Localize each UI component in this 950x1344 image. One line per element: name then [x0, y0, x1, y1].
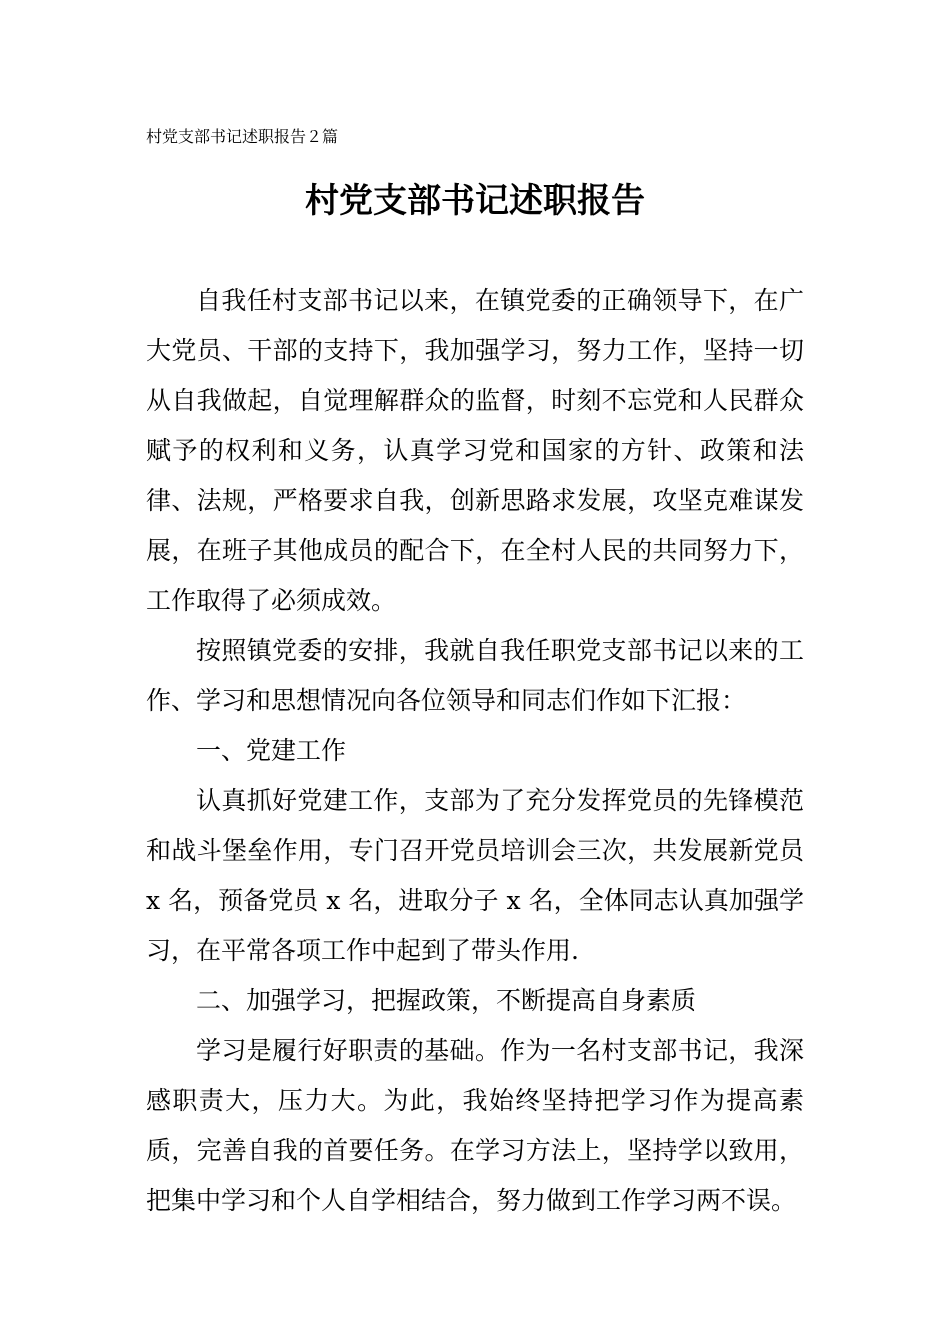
paragraph-study: 学习是履行好职责的基础。作为一名村支部书记，我深感职责大，压力大。为此，我始终坚持把学习作为提高素质，完善自我的首要任务。在学习方法上，坚持学以致用，把集中学习和个人自学相结合，努力做到工作学习两不误。 [146, 1036, 804, 1215]
document-body [146, 276, 804, 1226]
document-title: 村党支部书记述职报告 [305, 181, 645, 221]
paragraph-intro: 自我任村支部书记以来，在镇党委的正确领导下，在广大党员、干部的支持下，我加强学习，努力工作，坚持一切从自我做起，自觉理解群众的监督，时刻不忘党和人民群众赋予的权利和义务，认真学习党和国家的方针、政策和法律、法规，严格要求自我，创新思路求发展，攻坚克难谋发展，在班子其他成员的配合下，在全村人民的共同努力下，工作取得了必须成效。 [146, 286, 804, 615]
paragraph-report-scope: 按照镇党委的安排，我就自我任职党支部书记以来的工作、学习和思想情况向各位领导和同志们作如下汇报： [146, 636, 804, 715]
paragraph-party-building: 认真抓好党建工作，支部为了充分发挥党员的先锋模范和战斗堡垒作用，专门召开党员培训会三次，共发展新党员 x 名，预备党员 x 名，进取分子 x 名，全体同志认真加强学习，在平常各项工作中起到了带头作用. [146, 786, 804, 965]
section-heading-party-building: 一、党建工作 [196, 736, 347, 765]
section-heading-study: 二、加强学习，把握政策，不断提高自身素质 [196, 986, 697, 1015]
document-header: 村党支部书记述职报告２篇 [146, 127, 339, 146]
